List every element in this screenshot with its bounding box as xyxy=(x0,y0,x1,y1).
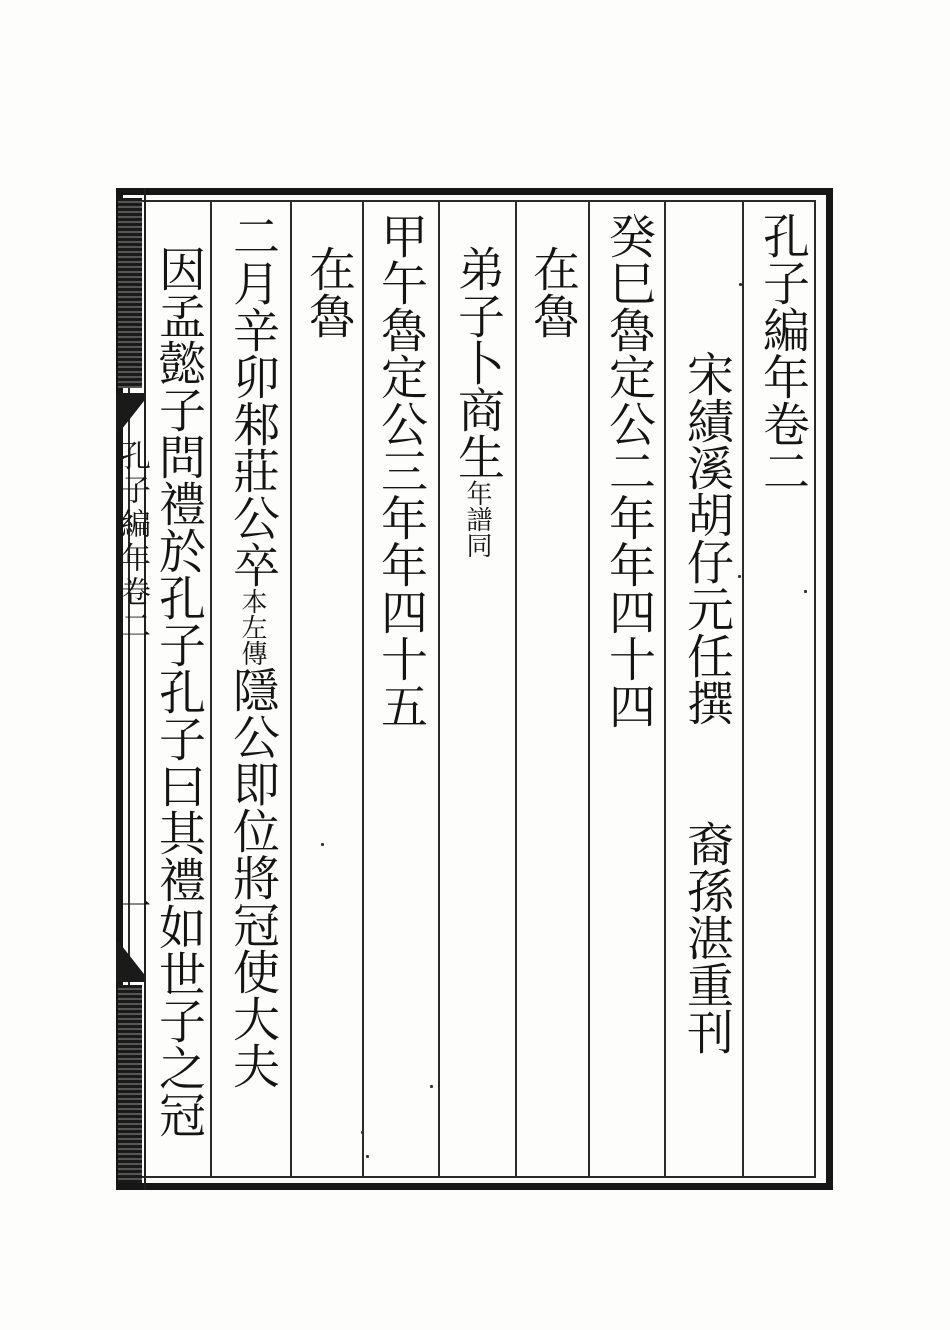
disciple-text: 弟子卜商生 xyxy=(450,245,505,480)
erve-after: 隱公即位將冠使大夫 xyxy=(225,666,280,1089)
erve-note xyxy=(211,588,265,666)
column-zailu-2: 在魯 xyxy=(301,245,356,339)
column-rule xyxy=(290,200,292,1178)
ink-speck xyxy=(430,1085,433,1088)
column-erve xyxy=(222,212,282,1089)
erve-note-right: 本左 xyxy=(237,588,267,640)
erve-text: 二月辛卯邾莊公卒 xyxy=(225,212,280,588)
ink-speck xyxy=(804,590,807,593)
column-disciple xyxy=(447,245,507,558)
column-rule xyxy=(664,200,666,1178)
column-author: 宋績溪胡仔元任撰 裔孫湛重刊 xyxy=(679,350,734,1055)
column-rule xyxy=(742,200,744,1178)
fold-page-number: 一 xyxy=(115,890,150,920)
disciple-note-left: 同 xyxy=(462,532,492,558)
column-rule xyxy=(362,200,364,1178)
ink-speck xyxy=(739,283,742,286)
column-zailu-1: 在魯 xyxy=(525,245,580,339)
column-rule xyxy=(588,200,590,1178)
fold-black-band-bottom xyxy=(118,985,142,1183)
fold-black-band-top xyxy=(118,198,142,388)
column-rule xyxy=(515,200,517,1178)
disciple-note-right: 年譜 xyxy=(462,480,492,532)
column-mengyi: 因孟懿子問禮於孔子孔子曰其禮如世子之冠 xyxy=(151,245,206,1138)
column-year-jiawu: 甲午魯定公三年年四十五 xyxy=(373,212,428,729)
ink-speck xyxy=(738,575,741,578)
disciple-note xyxy=(436,480,490,558)
fold-title: 孔子編年卷二 xyxy=(115,440,150,644)
column-year-guisi: 癸巳魯定公二年年四十四 xyxy=(601,212,656,729)
ink-speck xyxy=(361,1131,364,1134)
erve-note-left: 傳 xyxy=(237,640,267,666)
ink-speck xyxy=(321,843,324,846)
column-title: 孔子編年卷二 xyxy=(755,212,810,494)
ink-speck xyxy=(366,1155,369,1158)
